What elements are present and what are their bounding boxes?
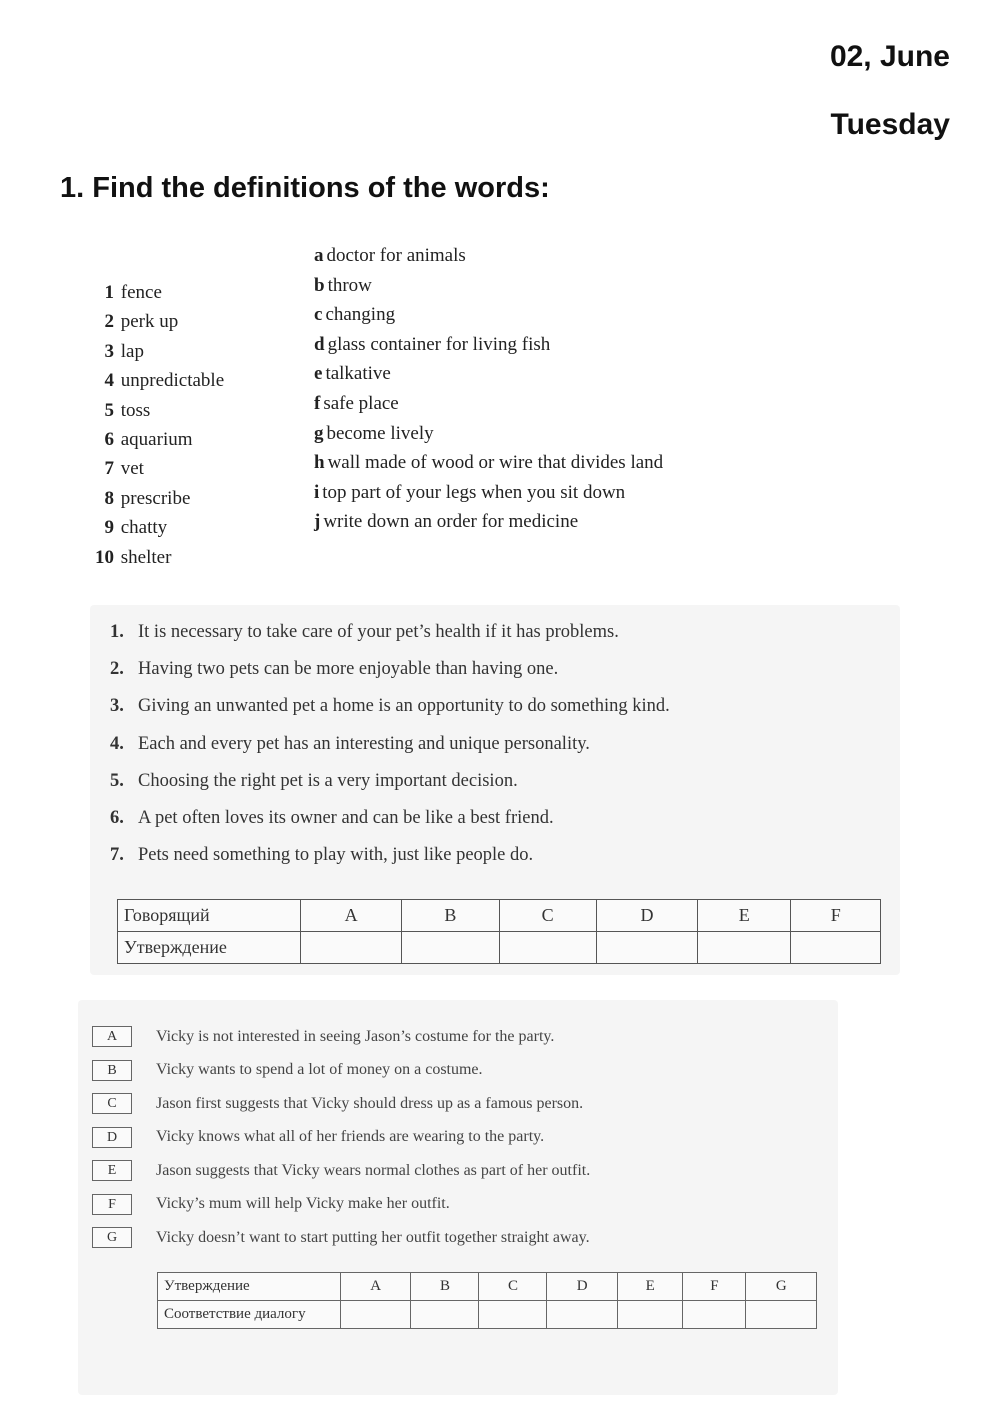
option-letter-box: D (92, 1127, 132, 1148)
statement-list (110, 618, 880, 878)
table-row (118, 932, 881, 964)
word-list (88, 280, 288, 574)
option-item: E Jason suggests that Vicky wears normal clothes as part of her outfit. (92, 1154, 812, 1188)
word-item: 9 chatty (104, 517, 168, 539)
statement-item: 2. Having two pets can be more enjoyable than having one. (110, 659, 559, 680)
task-title: 1. Find the definitions of the words: (60, 172, 550, 204)
definition-item: i top part of your legs when you sit down (314, 481, 626, 503)
table-header-cell: D (547, 1273, 617, 1301)
table-row-label: Утверждение (158, 1273, 341, 1301)
table-row-label: Говорящий (118, 900, 301, 932)
definition-list (314, 243, 674, 539)
table-row-label: Утверждение (118, 932, 301, 964)
answer-cell[interactable] (683, 1301, 746, 1329)
statement-item: 5. Choosing the right pet is a very important decision. (110, 770, 518, 791)
option-item: B Vicky wants to spend a lot of money on a costume. (92, 1054, 812, 1088)
speaker-answer-table (117, 899, 881, 964)
definition-item: j write down an order for medicine (314, 511, 579, 533)
table-header-cell: A (341, 1273, 411, 1301)
statement-item: 1. It is necessary to take care of your pet’s health if it has problems. (110, 622, 619, 642)
option-letter-box: A (92, 1026, 132, 1047)
option-letter-box: E (92, 1160, 132, 1181)
definition-item: e talkative (314, 363, 391, 385)
answer-cell[interactable] (547, 1301, 617, 1329)
statement-item: 6. A pet often loves its owner and can be like a best friend. (110, 807, 554, 828)
answer-cell[interactable] (402, 932, 499, 964)
answer-cell[interactable] (411, 1301, 479, 1329)
table-row (158, 1301, 817, 1329)
table-header-cell: C (479, 1273, 547, 1301)
table-header-cell: E (617, 1273, 683, 1301)
table-header-cell: C (499, 900, 596, 932)
statement-item: 3. Giving an unwanted pet a home is an opportunity to do something kind. (110, 696, 670, 717)
word-item: 8 prescribe (104, 487, 191, 509)
option-letter-box: G (92, 1227, 132, 1248)
table-header-cell: B (402, 900, 499, 932)
option-item: F Vicky’s mum will help Vicky make her outfit. (92, 1188, 812, 1222)
table-header-cell: A (301, 900, 402, 932)
word-item: 2 perk up (104, 311, 179, 333)
definition-item: c changing (314, 304, 396, 326)
option-letter-box: B (92, 1060, 132, 1081)
table-header-cell: B (411, 1273, 479, 1301)
option-item: D Vicky knows what all of her friends are wearing to the party. (92, 1121, 812, 1155)
word-item: 4 unpredictable (104, 370, 225, 392)
table-header-cell: F (683, 1273, 746, 1301)
date-label: 02, June (829, 40, 950, 73)
table-row (158, 1273, 817, 1301)
definition-item: a doctor for animals (314, 245, 466, 266)
table-row-label: Соответствие диалогу (158, 1301, 341, 1329)
word-item: 3 lap (104, 340, 144, 362)
statement-item: 4. Each and every pet has an interesting and unique personality. (110, 733, 590, 754)
option-list (92, 1020, 812, 1255)
option-item: G Vicky doesn’t want to start putting her outfit together straight away. (92, 1221, 812, 1255)
answer-cell[interactable] (301, 932, 402, 964)
table-header-cell: G (746, 1273, 817, 1301)
option-item: A Vicky is not interested in seeing Jason’s costume for the party. (92, 1020, 812, 1054)
answer-cell[interactable] (341, 1301, 411, 1329)
word-item: 10 shelter (95, 546, 172, 568)
word-item: 6 aquarium (104, 428, 193, 450)
statement-item: 7. Pets need something to play with, just like people do. (110, 845, 534, 866)
answer-cell[interactable] (617, 1301, 683, 1329)
definition-item: h wall made of wood or wire that divides land (314, 452, 664, 474)
option-letter-box: C (92, 1093, 132, 1114)
answer-cell[interactable] (499, 932, 596, 964)
definition-item: d glass container for living fish (314, 333, 551, 355)
option-letter-box: F (92, 1194, 132, 1215)
definition-item: g become lively (314, 422, 434, 444)
day-label: Tuesday (830, 108, 950, 141)
answer-cell[interactable] (746, 1301, 817, 1329)
word-item: 7 vet (104, 458, 144, 480)
dialogue-match-table (157, 1272, 817, 1329)
word-item: 5 toss (104, 399, 151, 421)
answer-cell[interactable] (479, 1301, 547, 1329)
table-header-cell: F (791, 900, 881, 932)
option-item: C Jason first suggests that Vicky should dress up as a famous person. (92, 1087, 812, 1121)
answer-cell[interactable] (596, 932, 697, 964)
table-header-cell: D (596, 900, 697, 932)
table-row (118, 900, 881, 932)
definition-item: f safe place (314, 392, 399, 414)
word-item: 1 fence (104, 282, 162, 303)
table-header-cell: E (698, 900, 791, 932)
answer-cell[interactable] (791, 932, 881, 964)
definition-item: b throw (314, 274, 372, 296)
answer-cell[interactable] (698, 932, 791, 964)
